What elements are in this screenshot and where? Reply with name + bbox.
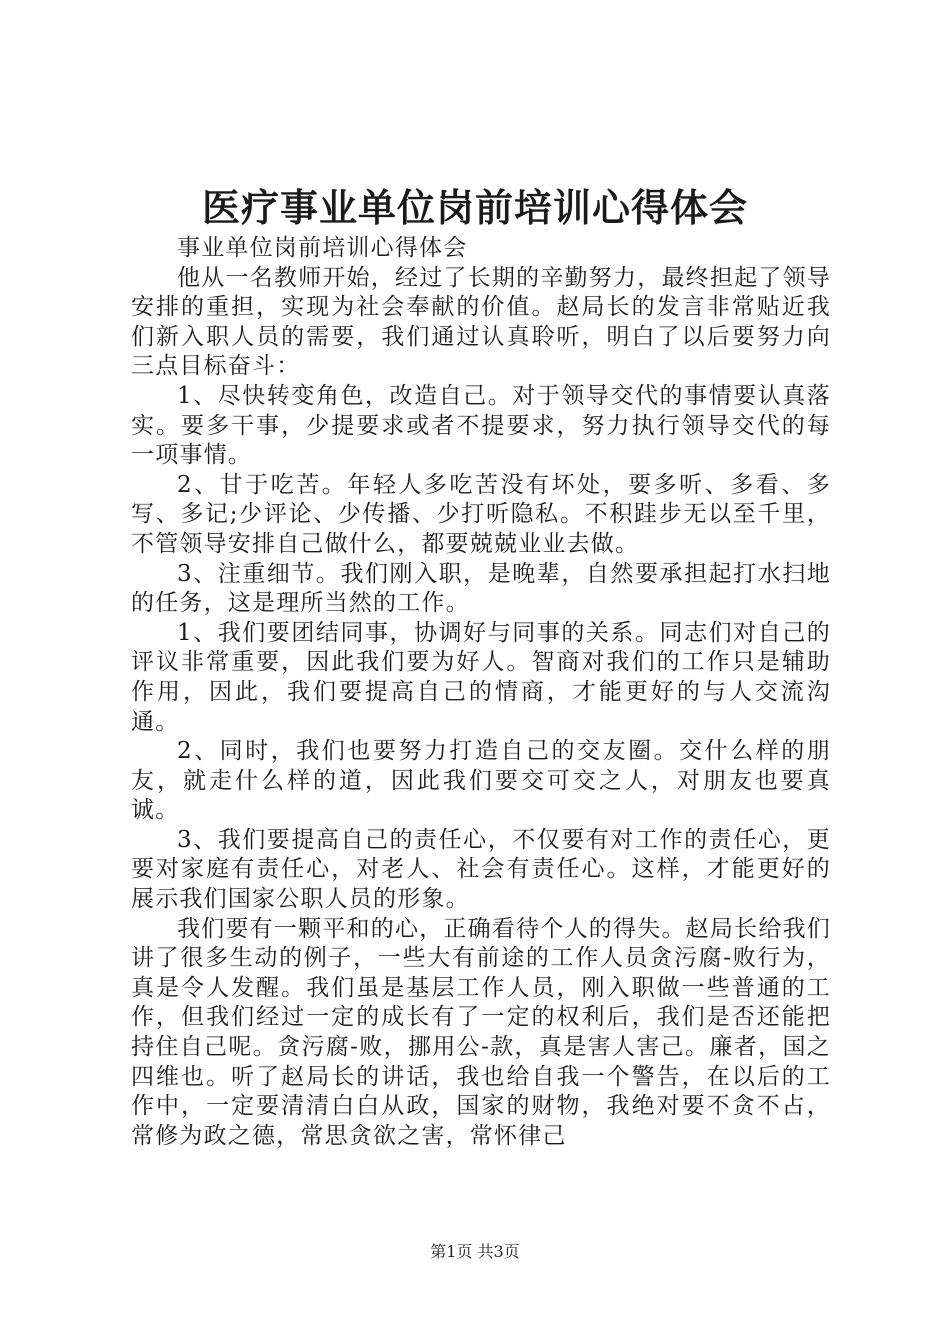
paragraph: 2、甘于吃苦。年轻人多吃苦没有坏处，要多听、多看、多写、多记;少评论、少传播、少打听隐私。不积跬步无以至千里，不管领导安排自己做什么，都要兢兢业业去做。 — [131, 471, 831, 557]
page-footer: 第1页 共3页 — [430, 1242, 520, 1261]
paragraph: 1、尽快转变角色，改造自己。对于领导交代的事情要认真落实。要多干事，少提要求或者不提要求，努力执行领导交代的每一项事情。 — [131, 382, 831, 469]
document-title: 医疗事业单位岗前培训心得体会 — [201, 186, 748, 230]
document-body — [131, 234, 831, 1151]
paragraph: 2、同时，我们也要努力打造自己的交友圈。交什么样的朋友，就走什么样的道，因此我们要交可交之人，对朋友也要真诚。 — [131, 738, 831, 824]
paragraph: 1、我们要团结同事，协调好与同事的关系。同志们对自己的评议非常重要，因此我们要为好人。智商对我们的工作只是辅助作用，因此，我们要提高自己的情商，才能更好的与人交流沟通。 — [131, 619, 831, 735]
paragraph: 他从一名教师开始，经过了长期的辛勤努力，最终担起了领导安排的重担，实现为社会奉献的价值。赵局长的发言非常贴近我们新入职人员的需要，我们通过认真聆听，明白了以后要努力向三点目标奋斗： — [131, 264, 831, 380]
paragraph: 3、注重细节。我们刚入职，是晚辈，自然要承担起打水扫地的任务，这是理所当然的工作。 — [131, 560, 831, 617]
paragraph: 3、我们要提高自己的责任心，不仅要有对工作的责任心，更要对家庭有责任心，对老人、社会有责任心。这样，才能更好的展示我们国家公职人员的形象。 — [131, 826, 831, 913]
paragraph: 我们要有一颗平和的心，正确看待个人的得失。赵局长给我们讲了很多生动的例子，一些大有前途的工作人员贪污腐-败行为，真是令人发醒。我们虽是基层工作人员，刚入职做一些普通的工作，但我们经过一定的成长有了一定的权利后，我们是否还能把持住自己呢。贪污腐-败，挪用公-款，真是害人害己。廉者，国之四维也。听了赵局长的讲话，我也给自我一个警告，在以后的工作中，一定要清清白白从政，国家的财物，我绝对要不贪不占，常修为政之德，常思贪欲之害，常怀律己 — [131, 915, 831, 1149]
paragraph-subtitle: 事业单位岗前培训心得体会 — [177, 235, 468, 261]
